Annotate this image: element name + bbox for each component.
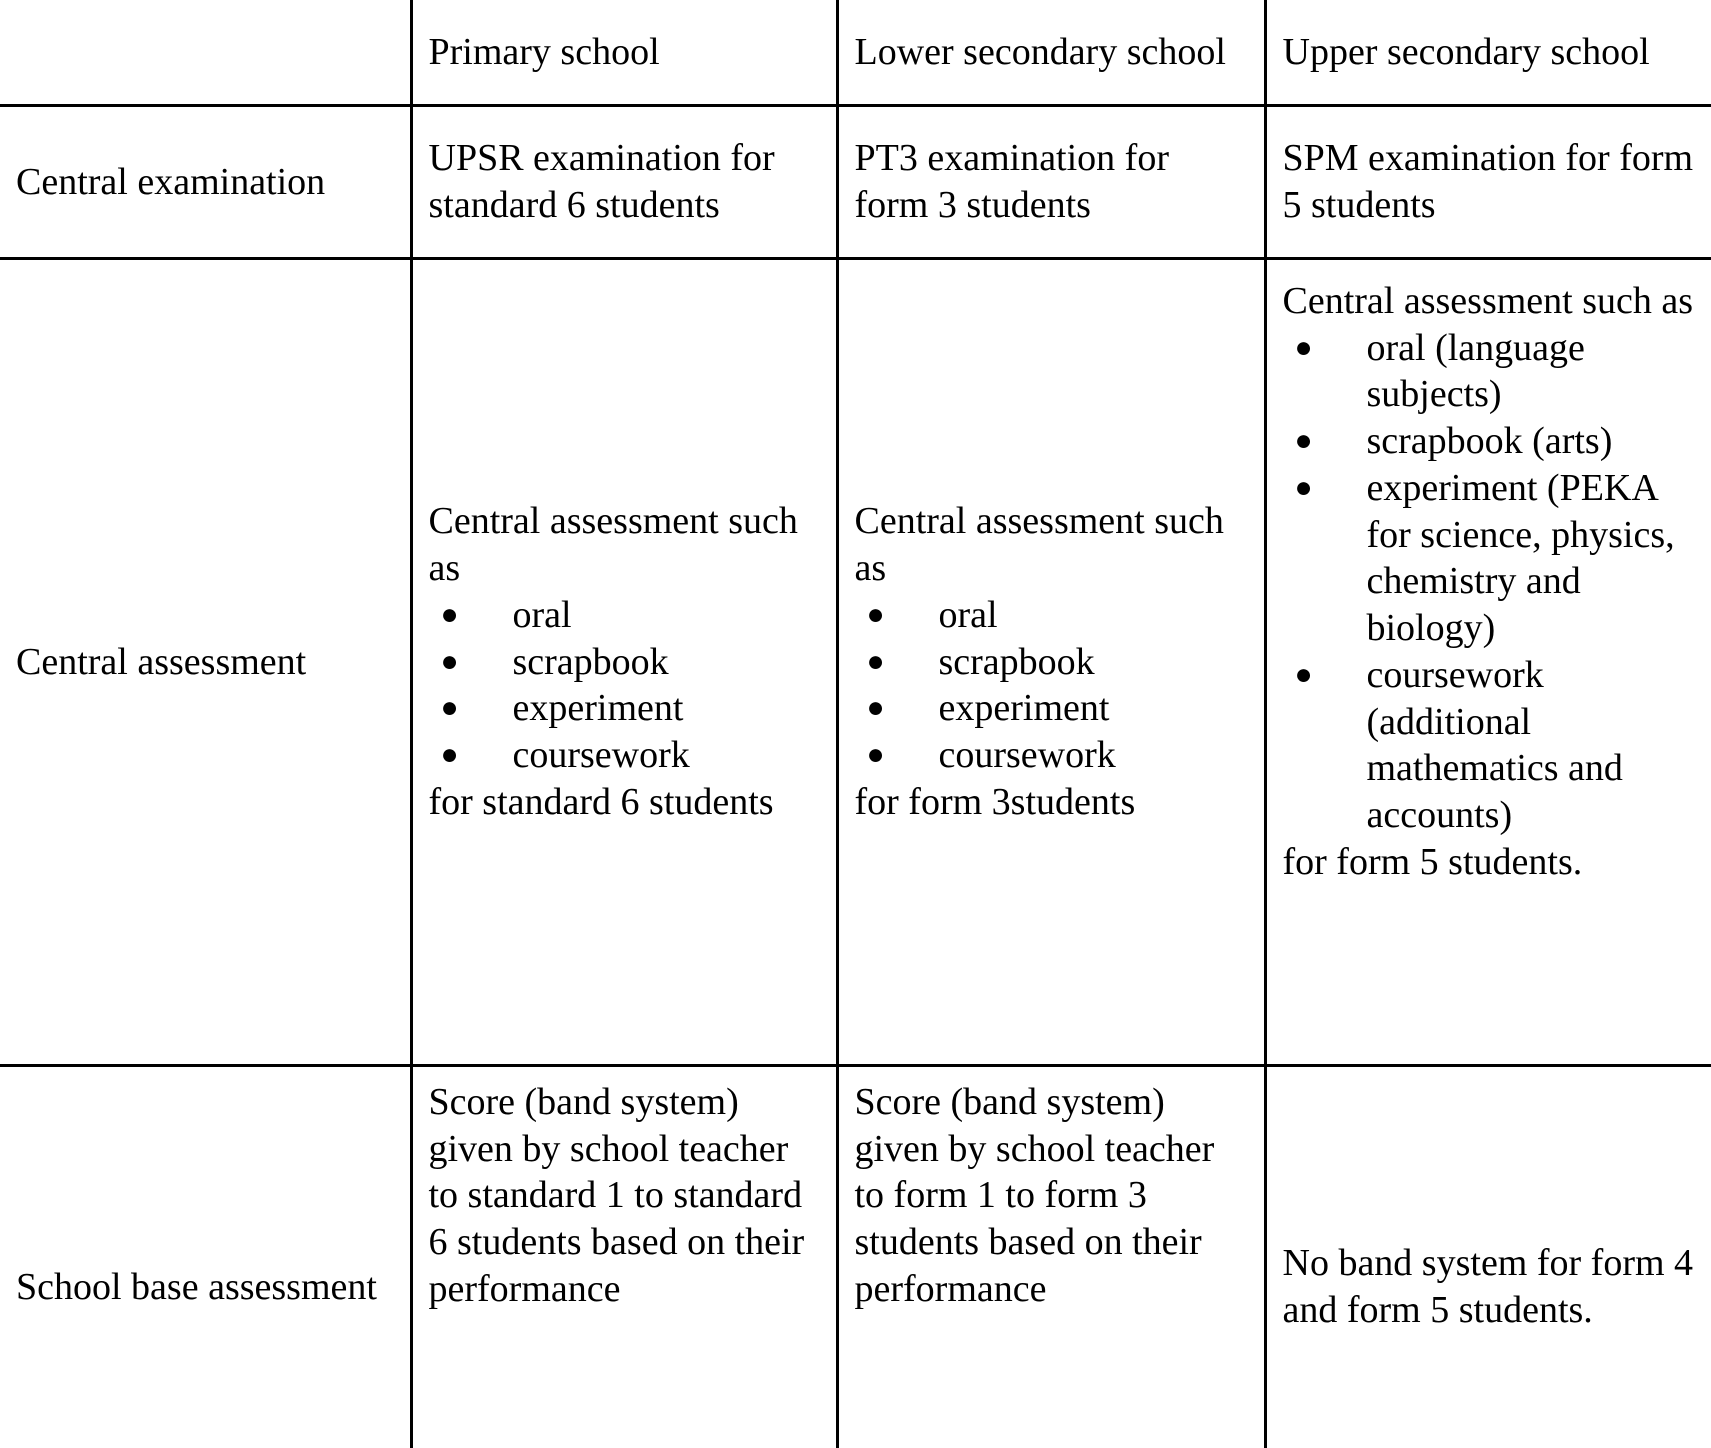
bullet-icon: ● (1294, 424, 1313, 458)
central-assessment-primary-tail: for standard 6 students (428, 780, 774, 823)
list-item (855, 732, 1250, 779)
bullet-icon: ● (866, 738, 885, 772)
list-item-label: scrapbook (arts) (1366, 420, 1613, 463)
list-item-label: experiment (512, 687, 684, 730)
list-item-label: scrapbook (512, 640, 669, 683)
list-item (855, 592, 1250, 639)
list-item (855, 639, 1250, 686)
row-label-central-assessment: Central assessment (0, 259, 411, 1066)
list-item-label: oral (512, 593, 572, 636)
bullet-icon: ● (440, 597, 459, 631)
cell-school-base-assessment-lower: Score (band system) given by school teacher to form 1 to form 3 students based on their performance (837, 1066, 1265, 1448)
cell-central-assessment-lower (837, 259, 1265, 1066)
header-lower-secondary-school: Lower secondary school (837, 0, 1265, 106)
cell-central-examination-primary: UPSR examination for standard 6 students (411, 106, 837, 259)
cell-central-examination-upper: SPM examination for form 5 students (1265, 106, 1711, 259)
list-item (429, 592, 822, 639)
list-item-label: coursework (512, 734, 690, 777)
bullet-icon: ● (1294, 330, 1313, 364)
table-row (0, 259, 1711, 1066)
list-item-label: coursework (additional mathematics and accounts) (1366, 653, 1623, 837)
list-item-label: coursework (938, 734, 1116, 777)
cell-school-base-assessment-upper: No band system for form 4 and form 5 students. (1265, 1066, 1711, 1448)
cell-central-assessment-upper (1265, 259, 1711, 1066)
central-assessment-lower-tail: for form 3students (854, 780, 1136, 823)
bullet-icon: ● (866, 691, 885, 725)
bullet-icon: ● (1294, 470, 1313, 504)
list-item (1283, 465, 1698, 652)
list-item-label: experiment (938, 687, 1110, 730)
table-row (0, 106, 1711, 259)
row-label-school-base-assessment: School base assessment (0, 1066, 411, 1448)
list-item-label: scrapbook (938, 640, 1095, 683)
central-assessment-lower-bullets (855, 592, 1250, 779)
table-row (0, 1066, 1711, 1448)
bullet-icon: ● (440, 738, 459, 772)
cell-central-assessment-primary (411, 259, 837, 1066)
bullet-icon: ● (1294, 657, 1313, 691)
bullet-icon: ● (866, 644, 885, 678)
table-header-row (0, 0, 1711, 106)
bullet-icon: ● (440, 644, 459, 678)
list-item (1283, 325, 1698, 418)
bullet-icon: ● (866, 597, 885, 631)
central-assessment-upper-lead: Central assessment such as (1282, 280, 1694, 322)
list-item-label: oral (938, 593, 998, 636)
list-item-label: experiment (PEKA for science, physics, chemistry and biology) (1366, 466, 1675, 650)
header-primary-school: Primary school (411, 0, 837, 106)
header-corner-blank (0, 0, 411, 106)
header-upper-secondary-school: Upper secondary school (1265, 0, 1711, 106)
list-item (429, 639, 822, 686)
list-item-label: oral (language subjects) (1366, 326, 1585, 416)
list-item (1283, 652, 1698, 839)
cell-school-base-assessment-primary: Score (band system) given by school teacher to standard 1 to standard 6 students based on their performance (411, 1066, 837, 1448)
cell-central-examination-lower: PT3 examination for form 3 students (837, 106, 1265, 259)
list-item (1283, 418, 1698, 465)
row-label-central-examination: Central examination (0, 106, 411, 259)
central-assessment-upper-tail: for form 5 students. (1282, 840, 1583, 883)
list-item (429, 685, 822, 732)
central-assessment-primary-bullets (429, 592, 822, 779)
bullet-icon: ● (440, 691, 459, 725)
central-assessment-upper-bullets (1283, 325, 1698, 839)
list-item (855, 685, 1250, 732)
central-assessment-lower-lead: Central assessment such as (854, 500, 1224, 590)
list-item (429, 732, 822, 779)
central-assessment-primary-lead: Central assessment such as (428, 500, 798, 590)
